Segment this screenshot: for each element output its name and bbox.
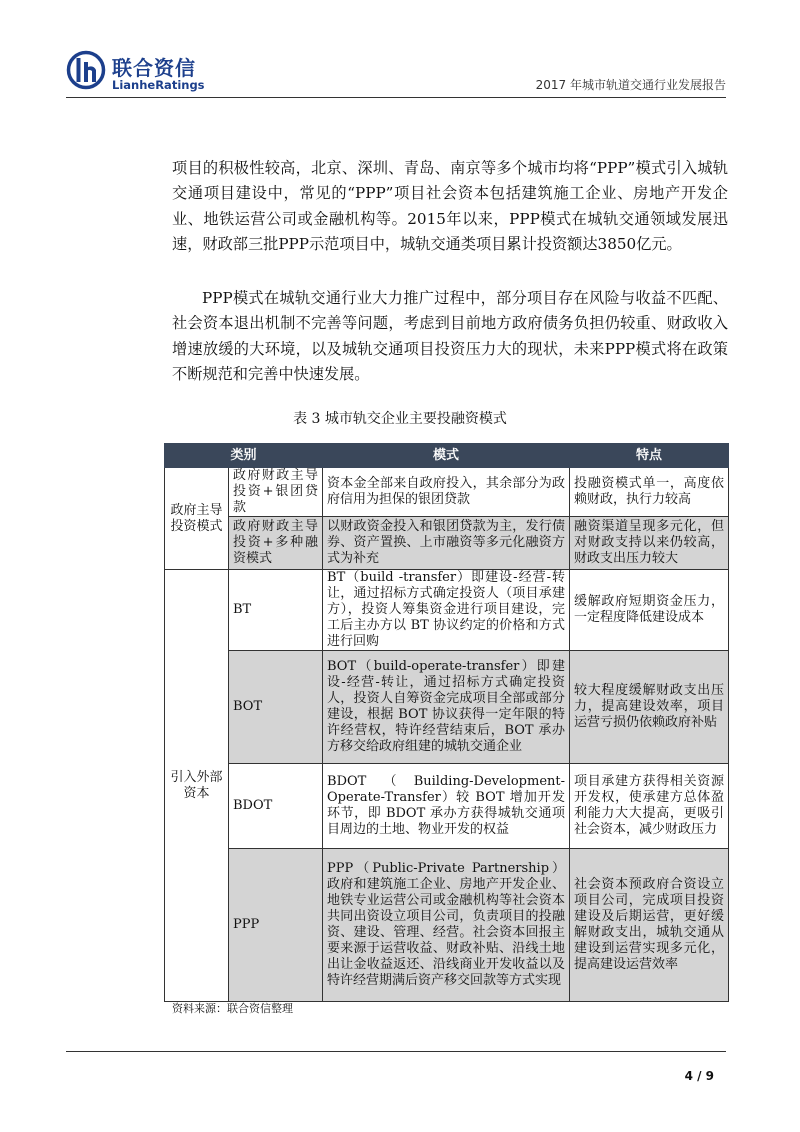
table-caption: 表 3 城市轨交企业主要投融资模式 xyxy=(293,411,507,427)
mode-cell: PPP（Public-Private Partnership）政府和建筑施工企业、房地产开发企业、地铁专业运营公司或金融机构等社会资本共同出资设立项目公司，负责项目的投融资、建设、管理、经营。社会资本回报主要来源于运营收益、财政补贴、沿线土地出让金收益返还、沿线商业开发收益以及特许经营期满后资产移交回款等方式实现 xyxy=(323,849,570,1002)
lianhe-logo-icon xyxy=(66,50,106,90)
page-number: 4 / 9 xyxy=(684,1069,714,1083)
table-row xyxy=(165,570,729,651)
mode-cell: BDOT（Building-Development-Operate-Transfer）较 BOT 增加开发环节，即 BDOT 承办方获得城轨交通项目周边的土地、物业开发的权益 xyxy=(323,764,570,849)
header-divider xyxy=(66,97,726,98)
logo-english-name: LianheRatings xyxy=(112,78,205,92)
feature-cell: 投融资模式单一，高度依赖财政，执行力较高 xyxy=(570,468,729,517)
table-source-note: 资料来源：联合资信整理 xyxy=(172,1002,293,1015)
subcategory-cell: BOT xyxy=(229,651,323,764)
logo-chinese-name: 联合资信 xyxy=(112,56,196,80)
body-paragraph: PPP模式在城轨交通行业大力推广过程中，部分项目存在风险与收益不匹配、社会资本退出机制不完善等问题，考虑到目前地方政府债务负担仍较重、财政收入增速放缓的大环境，以及城轨交通项目投资压力大的现状，未来PPP模式将在政策不断规范和完善中快速发展。 xyxy=(172,289,728,384)
body-paragraph: 项目的积极性较高，北京、深圳、青岛、南京等多个城市均将“PPP”模式引入城轨交通项目建设中，常见的“PPP”项目社会资本包括建筑施工企业、房地产开发企业、地铁运营公司或金融机构等。2015年以来，PPP模式在城轨交通领域发展迅速，财政部三批PPP示范项目中，城轨交通类项目累计投资额达3850亿元。 xyxy=(172,159,728,254)
subcategory-cell: 政府财政主导投资+银团贷款 xyxy=(229,468,323,517)
financing-modes-table xyxy=(164,443,729,1002)
footer-divider xyxy=(66,1051,726,1052)
feature-cell: 融资渠道呈现多元化，但对财政支持以来仍较高，财政支出压力较大 xyxy=(570,517,729,570)
column-header-category: 类别 xyxy=(165,444,323,468)
feature-cell: 缓解政府短期资金压力，一定程度降低建设成本 xyxy=(570,570,729,651)
column-header-mode: 模式 xyxy=(323,444,570,468)
table-row xyxy=(165,651,729,764)
category-cell: 引入外部资本 xyxy=(165,570,229,1002)
feature-cell: 项目承建方获得相关资源开发权，使承建方总体盈利能力大大提高，更吸引社会资本，减少财政压力 xyxy=(570,764,729,849)
column-header-feature: 特点 xyxy=(570,444,729,468)
table-row xyxy=(165,468,729,517)
table-row xyxy=(165,849,729,1002)
table-row xyxy=(165,517,729,570)
table-row xyxy=(165,764,729,849)
subcategory-cell: 政府财政主导投资+多种融资模式 xyxy=(229,517,323,570)
mode-cell: BT（build -transfer）即建设-经营-转让，通过招标方式确定投资人（项目承建方），投资人筹集资金进行项目建设，完工后主办方以 BT 协议约定的价格和方式进行回购 xyxy=(323,570,570,651)
mode-cell: 以财政资金投入和银团贷款为主，发行债券、资产置换、上市融资等多元化融资方式为补充 xyxy=(323,517,570,570)
subcategory-cell: BT xyxy=(229,570,323,651)
category-cell: 政府主导投资模式 xyxy=(165,468,229,570)
table-header-row xyxy=(165,444,729,468)
page-header xyxy=(66,48,726,98)
report-title: 2017 年城市轨道交通行业发展报告 xyxy=(535,78,726,92)
feature-cell: 较大程度缓解财政支出压力，提高建设效率，项目运营亏损仍依赖政府补贴 xyxy=(570,651,729,764)
subcategory-cell: BDOT xyxy=(229,764,323,849)
feature-cell: 社会资本预政府合资设立项目公司，完成项目投资建设及后期运营，更好缓解财政支出，城轨交通从建设到运营实现多元化，提高建设运营效率 xyxy=(570,849,729,1002)
mode-cell: 资本金全部来自政府投入，其余部分为政府信用为担保的银团贷款 xyxy=(323,468,570,517)
mode-cell: BOT（build-operate-transfer）即建设-经营-转让，通过招标方式确定投资人，投资人自筹资金完成项目全部或部分建设，根据 BOT 协议获得一定年限的特许经营权，特许经营结束后，BOT 承办方移交给政府组建的城轨交通企业 xyxy=(323,651,570,764)
subcategory-cell: PPP xyxy=(229,849,323,1002)
